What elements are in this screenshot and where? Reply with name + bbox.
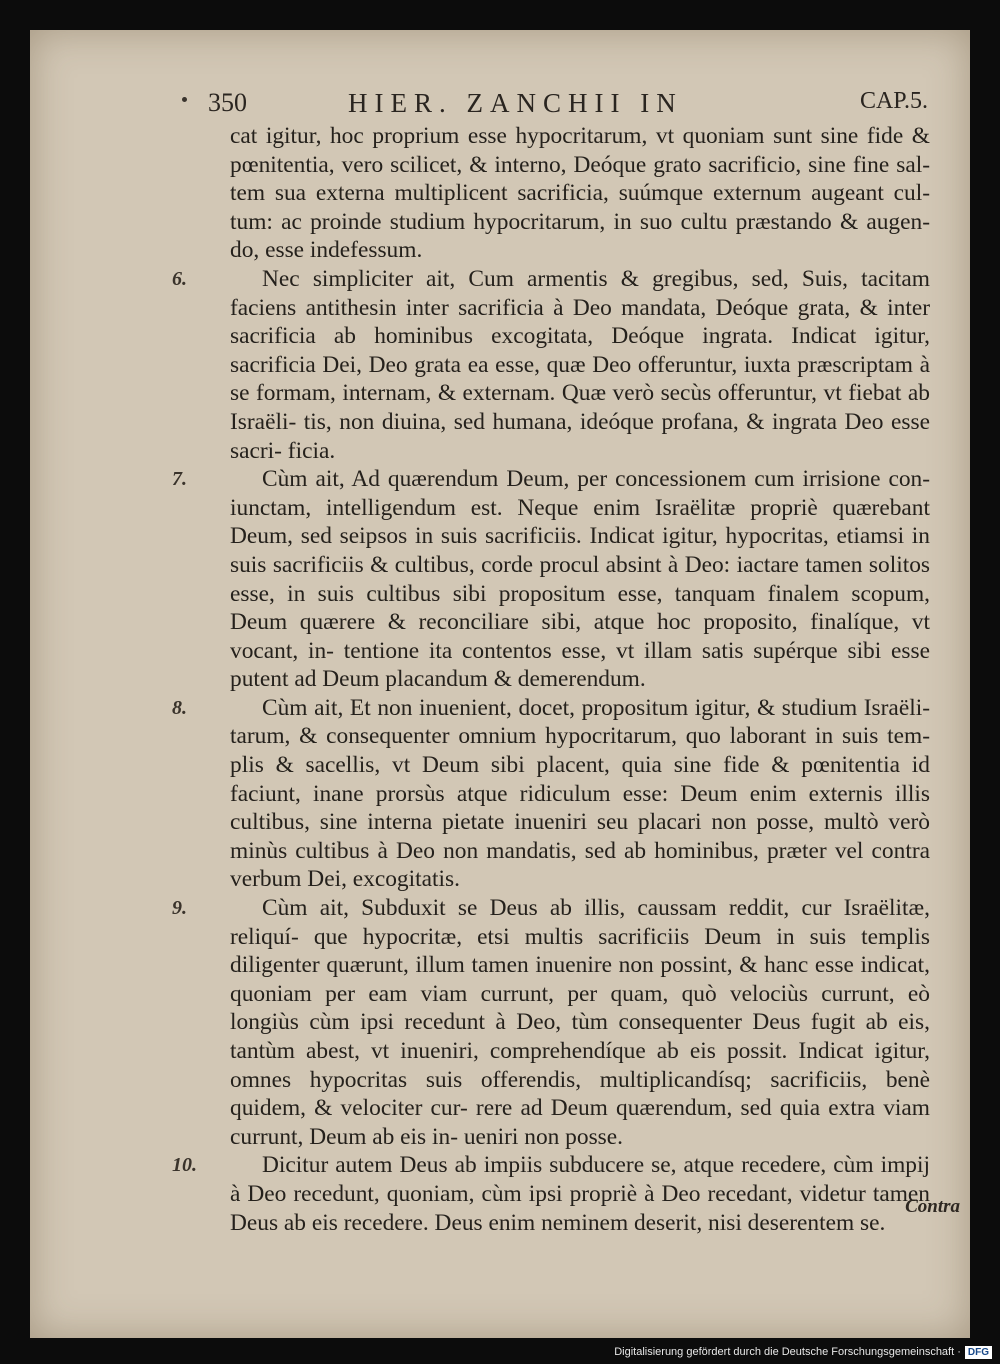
- text-line: inane prorsùs atque ridiculum esse: Deum enim externis illis cultibus, sine: [230, 780, 930, 836]
- text-line: à Deo recedunt, quoniam, cùm ipsi propriè à Deo recedant, videtur tamen: [230, 1180, 930, 1207]
- header-dot: [182, 97, 187, 102]
- text-body: [172, 122, 931, 1237]
- text-line: Cùm ait, Et non inuenient, docet, propositum igitur, & studium Israëli-: [262, 694, 930, 721]
- text-line: inueniri, comprehendíque ab eis possit. Indicat igitur, omnes hypocritas: [230, 1038, 931, 1093]
- text-line: esse, in suis cultibus sibi propositum esse, tanquam finalem scopum, Deum: [230, 580, 930, 636]
- text-line: Deo grata ea esse, quæ Deo offeruntur, iuxta præscriptam à se formam,: [230, 351, 930, 407]
- text-line: iunctam, intelligendum est. Neque enim Israëlitæ propriè quærebant: [230, 494, 930, 521]
- text-line: tentione ita contentos esse, vt illam satis supérque sibi esse putent ad: [230, 637, 931, 693]
- running-title: HIER. ZANCHII IN: [348, 88, 683, 118]
- paragraph-text: [230, 265, 930, 465]
- catchword: Contra: [905, 1196, 960, 1217]
- opening-paragraph: [230, 122, 930, 265]
- footer-credit: [614, 1342, 992, 1362]
- paragraph-10: [172, 1151, 930, 1237]
- text-line: tum: ac proinde studium hypocritarum, in suo cultu præstando & augen-: [230, 208, 930, 235]
- margin-number: 7.: [172, 468, 187, 491]
- text-line: cat igitur, hoc proprium esse hypocritarum, vt quoniam sunt sine fide &: [230, 123, 930, 149]
- dfg-logo: DFG: [965, 1346, 992, 1359]
- paragraph-text: [230, 894, 930, 1151]
- paragraph-text: [230, 465, 930, 694]
- text-line: tarum, & consequenter omnium hypocritarum, quo laborant in suis tem-: [230, 723, 930, 750]
- text-line: tis, non diuina, sed humana, ideóque profana, & ingrata Deo esse sacri-: [230, 408, 930, 464]
- paragraph-text: [230, 694, 930, 894]
- text-line: Deus ab eis recedere. Deus enim neminem deserit, nisi deserentem se.: [230, 1209, 886, 1236]
- text-line: internam, & externam. Quæ verò secùs offeruntur, vt fiebat ab Israëli-: [230, 380, 930, 435]
- margin-number: 9.: [172, 897, 187, 920]
- paragraph-8: [172, 694, 930, 894]
- text-line: excogitatis.: [352, 866, 460, 893]
- text-line: Deum placandum & demerendum.: [322, 666, 646, 693]
- text-line: quærunt, illum tamen inuenire non possint, & hanc esse indicat, quoniam: [230, 952, 931, 1007]
- text-line: plis & sacellis, vt Deum sibi placent, quia sine fide & pœnitentia id faciunt,: [230, 752, 930, 807]
- margin-number: 10.: [172, 1154, 197, 1177]
- text-line: interna pietate inueniri seu placari non posse, multò verò minùs cultibus: [230, 809, 930, 864]
- footer-text: Digitalisierung gefördert durch die Deutsche Forschungsgemeinschaft ·: [614, 1346, 961, 1358]
- chapter-label: CAP.5.: [859, 88, 928, 114]
- text-line: ab hominibus excogitata, Deóque ingrata. Indicat igitur, sacrificia Dei,: [230, 323, 931, 378]
- text-line: ipsi recedunt à Deo, tùm consequenter Deus fugit ab eis, tantùm abest, vt: [230, 1009, 930, 1064]
- text-line: que hypocritæ, etsi multis sacrificiis Deum in suis templis diligenter: [230, 923, 930, 979]
- text-line: ficia.: [287, 437, 336, 464]
- text-line: Deum, sed seipsos in suis sacrificiis. Indicat igitur, hypocritas, etiamsi in: [230, 523, 930, 550]
- paragraph-6: [172, 265, 931, 465]
- text-line: Cùm ait, Subduxit se Deus ab illis, caussam reddit, cur Israëlitæ, reliquí-: [230, 895, 930, 950]
- text-line: suis offerendis, multiplicandísq; sacrificiis, benè quidem, & velociter cur-: [230, 1066, 930, 1122]
- text-line: ueniri non posse.: [463, 1123, 624, 1150]
- text-line: à Deo non mandatis, sed ab hominibus, præter vel contra verbum Dei,: [230, 837, 930, 893]
- paragraph-7: [172, 465, 931, 694]
- text-line: do, esse indefessum.: [230, 237, 423, 264]
- page-header: [208, 88, 928, 120]
- paragraph-text: [230, 1151, 930, 1237]
- paragraph-9: [172, 894, 931, 1151]
- text-line: rere ad Deum quærendum, sed quia extra viam currunt, Deum ab eis in-: [230, 1095, 930, 1150]
- margin-number: 6.: [172, 267, 187, 290]
- text-line: quærere & reconciliare sibi, atque hoc proposito, finalíque, vt vocant, in-: [230, 609, 930, 664]
- text-line: antithesin inter sacrificia à Deo mandata, Deóque grata, & inter sacrificia: [230, 294, 930, 350]
- text-line: per eam viam currunt, per quam, quò velociùs currunt, eò longiùs cùm: [230, 980, 930, 1036]
- text-line: suis sacrificiis & cultibus, corde procul absint à Deo: iactare tamen solitos: [230, 551, 930, 578]
- text-line: Dicitur autem Deus ab impiis subducere se, atque recedere, cùm impij: [262, 1152, 930, 1179]
- margin-number: 8.: [172, 696, 187, 719]
- text-line: Cùm ait, Ad quærendum Deum, per concessionem cum irrisione con-: [262, 466, 930, 493]
- text-line: Nec simpliciter ait, Cum armentis & gregibus, sed, Suis, tacitam faciens: [230, 265, 930, 321]
- text-line: tem sua externa multiplicent sacrificia, suúmque externum augeant cul-: [230, 180, 930, 207]
- text-line: pœnitentia, vero scilicet, & interno, Deóque grato sacrificio, sine fine sal-: [230, 151, 930, 178]
- page-number: 350: [208, 88, 247, 117]
